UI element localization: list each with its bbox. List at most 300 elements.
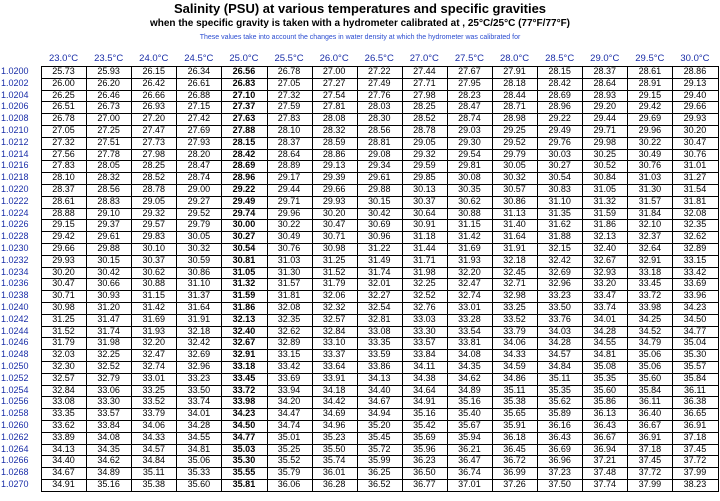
table-cell: 34.89 xyxy=(458,384,481,395)
table-cell: 35.11 xyxy=(503,384,526,395)
table-cell: 34.67 xyxy=(367,396,391,407)
table-cell: 25.73 xyxy=(52,66,75,76)
table-cell: 36.74 xyxy=(458,467,481,478)
table-cell: 31.15 xyxy=(142,290,166,301)
table-cell: 34.55 xyxy=(187,431,211,442)
table-cell: 32.96 xyxy=(548,278,571,289)
grid-line xyxy=(447,66,448,492)
table-cell: 34.40 xyxy=(367,384,391,395)
table-cell: 31.74 xyxy=(97,325,120,336)
table-cell: 28.96 xyxy=(548,101,571,112)
table-cell: 30.88 xyxy=(458,207,481,218)
column-header: 23.5°C xyxy=(94,53,124,64)
table-cell: 33.81 xyxy=(458,337,481,348)
table-cell: 35.06 xyxy=(187,455,211,466)
table-cell: 33.50 xyxy=(187,384,211,395)
column-header: 29.0°C xyxy=(590,53,620,64)
table-cell: 31.93 xyxy=(142,325,166,336)
table-cell: 32.52 xyxy=(413,290,436,301)
table-cell: 36.21 xyxy=(458,443,481,454)
table-cell: 27.88 xyxy=(232,125,256,135)
table-cell: 36.11 xyxy=(638,396,661,407)
table-cell: 30.91 xyxy=(413,219,436,230)
row-label-specific-gravity: 1.0204 xyxy=(1,89,29,100)
table-cell: 35.35 xyxy=(593,372,617,383)
table-cell: 27.51 xyxy=(97,136,120,147)
table-cell: 33.79 xyxy=(142,408,166,419)
table-cell: 32.81 xyxy=(367,313,391,324)
table-cell: 27.47 xyxy=(142,125,166,135)
table-cell: 34.35 xyxy=(458,361,481,371)
table-cell: 32.57 xyxy=(322,313,346,324)
table-cell: 34.25 xyxy=(638,313,662,324)
table-cell: 32.18 xyxy=(187,325,211,336)
table-cell: 34.57 xyxy=(548,349,571,360)
table-cell: 35.04 xyxy=(683,337,707,348)
table-cell: 36.47 xyxy=(458,455,481,466)
table-cell: 26.93 xyxy=(142,101,166,112)
table-cell: 27.59 xyxy=(277,101,301,112)
table-cell: 30.42 xyxy=(97,266,120,277)
table-cell: 31.71 xyxy=(413,254,436,265)
table-cell: 28.89 xyxy=(277,160,301,171)
table-cell: 36.16 xyxy=(548,420,571,430)
table-cell: 31.10 xyxy=(548,195,571,206)
table-cell: 30.62 xyxy=(458,195,481,206)
table-cell: 32.74 xyxy=(142,361,166,371)
table-cell: 31.52 xyxy=(322,266,346,277)
table-cell: 36.50 xyxy=(413,467,436,478)
table-cell: 27.22 xyxy=(367,66,391,76)
table-cell: 32.18 xyxy=(503,254,526,265)
table-cell: 32.89 xyxy=(683,243,707,253)
table-cell: 27.32 xyxy=(52,136,75,147)
row-label-specific-gravity: 1.0254 xyxy=(1,384,29,395)
table-cell: 30.37 xyxy=(142,254,166,265)
table-cell: 35.23 xyxy=(322,431,346,442)
table-cell: 32.45 xyxy=(503,266,526,277)
table-cell: 34.86 xyxy=(503,372,526,383)
table-cell: 30.10 xyxy=(142,243,166,253)
table-cell: 29.71 xyxy=(593,125,617,135)
table-cell: 34.62 xyxy=(97,455,120,466)
table-cell: 36.23 xyxy=(413,455,436,466)
table-cell: 32.91 xyxy=(232,349,256,360)
table-cell: 32.13 xyxy=(232,313,256,324)
table-cell: 30.84 xyxy=(593,172,617,183)
table-cell: 35.25 xyxy=(277,443,301,454)
table-cell: 31.40 xyxy=(503,219,526,230)
table-cell: 32.79 xyxy=(97,372,120,383)
table-cell: 36.11 xyxy=(684,384,706,395)
table-cell: 29.71 xyxy=(277,195,301,206)
table-cell: 30.27 xyxy=(548,160,571,171)
table-cell: 30.20 xyxy=(322,207,346,218)
column-header: 26.5°C xyxy=(364,53,394,64)
table-cell: 34.40 xyxy=(52,455,75,466)
grid-line xyxy=(672,66,673,492)
table-cell: 30.76 xyxy=(638,160,662,171)
table-cell: 36.67 xyxy=(638,420,662,430)
table-cell: 35.94 xyxy=(458,431,481,442)
table-cell: 30.52 xyxy=(593,160,617,171)
table-cell: 34.84 xyxy=(142,455,166,466)
table-cell: 33.52 xyxy=(142,396,166,407)
table-cell: 36.72 xyxy=(503,455,526,466)
table-cell: 33.76 xyxy=(548,313,571,324)
table-cell: 31.25 xyxy=(52,313,75,324)
table-cell: 28.32 xyxy=(322,125,346,135)
table-cell: 32.08 xyxy=(277,302,301,312)
table-cell: 35.30 xyxy=(683,349,707,360)
row-label-specific-gravity: 1.0260 xyxy=(1,420,29,430)
table-cell: 33.35 xyxy=(52,408,75,419)
table-cell: 34.84 xyxy=(548,361,571,371)
table-cell: 26.46 xyxy=(97,89,120,100)
table-cell: 31.15 xyxy=(458,219,481,230)
table-cell: 28.52 xyxy=(142,172,166,183)
table-cell: 31.54 xyxy=(683,184,707,194)
table-cell: 28.05 xyxy=(97,160,120,171)
table-cell: 30.47 xyxy=(52,278,75,289)
table-cell: 35.45 xyxy=(367,431,391,442)
table-cell: 30.69 xyxy=(367,219,391,230)
table-cell: 28.52 xyxy=(413,113,436,124)
table-cell: 30.03 xyxy=(548,148,571,159)
table-cell: 31.44 xyxy=(413,243,436,253)
table-cell: 30.08 xyxy=(458,172,481,183)
table-cell: 32.62 xyxy=(683,231,707,242)
table-cell: 29.15 xyxy=(52,219,75,230)
table-cell: 33.57 xyxy=(413,337,436,348)
table-cell: 31.59 xyxy=(593,207,617,218)
row-label-specific-gravity: 1.0238 xyxy=(1,290,29,301)
table-cell: 28.03 xyxy=(367,101,391,112)
table-cell: 28.30 xyxy=(367,113,391,124)
table-cell: 32.52 xyxy=(97,361,120,371)
table-cell: 30.59 xyxy=(187,254,211,265)
table-cell: 26.78 xyxy=(277,66,301,76)
table-cell: 32.15 xyxy=(548,243,571,253)
table-cell: 31.30 xyxy=(277,266,301,277)
grid-line xyxy=(267,66,268,492)
table-cell: 34.28 xyxy=(187,420,211,430)
table-cell: 30.54 xyxy=(548,172,571,183)
table-cell: 30.22 xyxy=(277,219,301,230)
row-label-specific-gravity: 1.0256 xyxy=(1,396,29,407)
table-cell: 28.32 xyxy=(97,172,120,183)
table-cell: 33.20 xyxy=(593,278,617,289)
table-cell: 30.00 xyxy=(232,219,256,230)
column-header: 25.0°C xyxy=(229,53,259,64)
table-cell: 33.74 xyxy=(593,302,617,312)
table-cell: 29.76 xyxy=(548,136,571,147)
table-cell: 26.83 xyxy=(232,77,256,88)
table-cell: 29.69 xyxy=(638,113,662,124)
table-cell: 33.84 xyxy=(413,349,436,360)
table-cell: 28.10 xyxy=(52,172,75,183)
table-cell: 32.13 xyxy=(593,231,617,242)
table-cell: 31.98 xyxy=(97,337,120,348)
table-cell: 33.18 xyxy=(638,266,662,277)
table-cell: 34.23 xyxy=(683,302,707,312)
row-label-specific-gravity: 1.0220 xyxy=(1,184,29,194)
column-header: 28.5°C xyxy=(545,53,575,64)
table-cell: 33.62 xyxy=(52,420,75,430)
table-cell: 26.88 xyxy=(187,89,211,100)
table-cell: 35.72 xyxy=(367,443,391,454)
table-cell: 31.93 xyxy=(458,254,481,265)
table-cell: 29.05 xyxy=(413,136,436,147)
table-cell: 30.88 xyxy=(142,278,166,289)
table-cell: 30.27 xyxy=(232,231,256,242)
row-label-specific-gravity: 1.0212 xyxy=(1,136,29,147)
table-cell: 29.66 xyxy=(52,243,75,253)
table-cell: 32.35 xyxy=(277,313,301,324)
table-cell: 31.98 xyxy=(413,266,436,277)
table-cell: 35.67 xyxy=(458,420,481,430)
table-cell: 30.35 xyxy=(458,184,481,194)
table-cell: 33.42 xyxy=(277,361,301,371)
table-cell: 35.65 xyxy=(503,408,526,419)
table-cell: 31.18 xyxy=(413,231,436,242)
table-cell: 32.91 xyxy=(638,254,662,265)
row-label-specific-gravity: 1.0258 xyxy=(1,408,29,419)
grid-line xyxy=(582,66,583,492)
table-cell: 34.96 xyxy=(322,420,346,430)
table-cell: 32.64 xyxy=(638,243,662,253)
table-cell: 35.89 xyxy=(548,408,571,419)
table-cell: 31.37 xyxy=(187,290,211,301)
table-cell: 27.63 xyxy=(232,113,256,124)
table-cell: 33.64 xyxy=(322,361,346,371)
table-cell: 27.20 xyxy=(142,113,166,124)
table-cell: 32.37 xyxy=(638,231,662,242)
table-cell: 27.05 xyxy=(52,125,75,135)
table-cell: 34.50 xyxy=(683,313,707,324)
table-cell: 36.45 xyxy=(503,443,526,454)
table-cell: 28.86 xyxy=(683,66,707,76)
table-cell: 35.60 xyxy=(187,479,211,489)
table-cell: 27.42 xyxy=(187,113,211,124)
table-cell: 34.74 xyxy=(277,420,301,430)
table-cell: 30.71 xyxy=(322,231,346,242)
table-cell: 34.01 xyxy=(187,408,211,419)
table-cell: 28.15 xyxy=(548,66,571,76)
table-cell: 30.32 xyxy=(503,172,526,183)
table-cell: 28.98 xyxy=(503,113,526,124)
table-cell: 34.94 xyxy=(367,408,391,419)
grid-line xyxy=(176,66,177,492)
table-cell: 37.26 xyxy=(503,479,526,489)
table-cell: 27.49 xyxy=(367,77,391,88)
table-cell: 27.10 xyxy=(232,89,256,100)
row-label-specific-gravity: 1.0206 xyxy=(1,101,29,112)
table-cell: 28.83 xyxy=(97,195,120,206)
table-cell: 31.62 xyxy=(548,219,571,230)
table-cell: 31.05 xyxy=(593,184,617,194)
table-cell: 31.59 xyxy=(232,290,256,301)
table-cell: 28.10 xyxy=(277,125,301,135)
table-cell: 29.03 xyxy=(458,125,481,135)
table-cell: 37.45 xyxy=(683,443,707,454)
table-cell: 37.18 xyxy=(683,431,707,442)
table-cell: 33.79 xyxy=(503,325,526,336)
table-cell: 34.33 xyxy=(503,349,526,360)
table-cell: 33.98 xyxy=(232,396,256,407)
table-cell: 36.01 xyxy=(322,467,346,478)
table-cell: 31.88 xyxy=(548,231,571,242)
table-cell: 29.79 xyxy=(503,148,526,159)
table-cell: 31.03 xyxy=(638,172,662,183)
table-cell: 32.74 xyxy=(458,290,481,301)
table-cell: 34.79 xyxy=(638,337,662,348)
table-cell: 33.69 xyxy=(277,372,301,383)
table-cell: 33.45 xyxy=(638,278,662,289)
table-cell: 35.40 xyxy=(458,408,481,419)
table-cell: 29.66 xyxy=(322,184,346,194)
table-cell: 26.78 xyxy=(52,113,75,124)
table-cell: 34.57 xyxy=(142,443,166,454)
table-cell: 29.10 xyxy=(97,207,120,218)
table-cell: 33.10 xyxy=(322,337,346,348)
table-cell: 32.25 xyxy=(97,349,120,360)
row-label-specific-gravity: 1.0232 xyxy=(1,254,29,265)
table-cell: 32.30 xyxy=(52,361,75,371)
table-cell: 36.52 xyxy=(367,479,391,489)
grid-line xyxy=(131,66,132,492)
table-cell: 29.93 xyxy=(52,254,75,265)
table-cell: 31.25 xyxy=(322,254,346,265)
table-cell: 30.96 xyxy=(367,231,391,242)
table-cell: 37.74 xyxy=(593,479,617,489)
table-cell: 28.08 xyxy=(322,113,346,124)
table-cell: 28.37 xyxy=(277,136,301,147)
table-cell: 30.98 xyxy=(322,243,346,253)
table-cell: 30.64 xyxy=(413,207,436,218)
table-cell: 31.52 xyxy=(52,325,75,336)
row-label-specific-gravity: 1.0208 xyxy=(1,113,29,124)
table-cell: 29.44 xyxy=(593,113,617,124)
table-cell: 28.23 xyxy=(458,89,481,100)
table-cell: 34.01 xyxy=(593,313,617,324)
column-header: 27.0°C xyxy=(409,53,439,64)
table-cell: 29.25 xyxy=(503,125,526,135)
table-cell: 28.86 xyxy=(322,148,346,159)
table-cell: 32.42 xyxy=(187,337,211,348)
table-cell: 34.67 xyxy=(52,467,75,478)
table-cell: 34.18 xyxy=(322,384,346,395)
table-cell: 32.08 xyxy=(683,207,707,218)
table-cell: 33.01 xyxy=(142,372,166,383)
table-cell: 34.81 xyxy=(187,443,211,454)
table-cell: 28.78 xyxy=(142,184,166,194)
table-cell: 30.54 xyxy=(232,243,256,253)
table-cell: 31.03 xyxy=(277,254,301,265)
table-cell: 32.69 xyxy=(187,349,211,360)
table-cell: 36.94 xyxy=(593,443,617,454)
row-label-specific-gravity: 1.0226 xyxy=(1,219,29,230)
table-cell: 27.76 xyxy=(367,89,391,100)
table-cell: 28.69 xyxy=(232,160,256,171)
table-cell: 34.47 xyxy=(277,408,301,419)
table-cell: 30.22 xyxy=(638,136,662,147)
table-cell: 30.86 xyxy=(187,266,211,277)
table-cell: 32.20 xyxy=(142,337,166,348)
table-cell: 30.49 xyxy=(638,148,662,159)
grid-line xyxy=(492,66,493,492)
table-cell: 29.42 xyxy=(638,101,662,112)
table-cell: 34.03 xyxy=(548,325,571,336)
table-cell: 31.74 xyxy=(367,266,391,277)
table-cell: 33.15 xyxy=(683,254,707,265)
table-cell: 27.32 xyxy=(277,89,301,100)
table-cell: 30.83 xyxy=(548,184,571,194)
grid-line xyxy=(537,66,538,492)
table-cell: 33.01 xyxy=(458,302,481,312)
table-cell: 30.25 xyxy=(593,148,617,159)
table-cell: 34.28 xyxy=(593,325,617,336)
table-cell: 31.84 xyxy=(638,207,662,218)
table-cell: 28.42 xyxy=(548,77,571,88)
table-cell: 33.94 xyxy=(277,384,301,395)
table-cell: 31.13 xyxy=(503,207,526,218)
table-cell: 32.40 xyxy=(232,325,256,336)
table-cell: 32.32 xyxy=(322,302,346,312)
table-cell: 29.08 xyxy=(367,148,391,159)
table-cell: 29.05 xyxy=(142,195,166,206)
table-cell: 27.05 xyxy=(277,77,301,88)
table-cell: 26.20 xyxy=(97,77,120,88)
table-cell: 28.25 xyxy=(413,101,436,112)
table-cell: 33.91 xyxy=(322,372,346,383)
table-cell: 32.47 xyxy=(142,349,166,360)
table-cell: 35.84 xyxy=(638,384,662,395)
page-title: Salinity (PSU) at various temperatures and specific gravities xyxy=(173,1,547,16)
table-cell: 27.00 xyxy=(322,66,346,76)
table-cell: 27.95 xyxy=(458,77,481,88)
table-cell: 35.11 xyxy=(548,372,571,383)
table-cell: 30.49 xyxy=(277,231,301,242)
table-cell: 35.20 xyxy=(367,420,391,430)
table-cell: 35.91 xyxy=(503,420,526,430)
table-cell: 27.98 xyxy=(142,148,166,159)
table-cell: 29.34 xyxy=(367,160,391,171)
table-cell: 28.64 xyxy=(593,77,617,88)
table-cell: 29.13 xyxy=(322,160,346,171)
table-cell: 33.89 xyxy=(52,431,75,442)
table-cell: 28.59 xyxy=(322,136,346,147)
table-cell: 34.28 xyxy=(548,337,571,348)
row-label-specific-gravity: 1.0268 xyxy=(1,467,29,478)
row-label-specific-gravity: 1.0248 xyxy=(1,349,29,360)
table-cell: 35.38 xyxy=(142,479,166,489)
row-label-specific-gravity: 1.0218 xyxy=(1,172,29,183)
row-label-specific-gravity: 1.0200 xyxy=(1,66,29,76)
column-header: 30.0°C xyxy=(680,53,710,64)
table-cell: 36.18 xyxy=(503,431,526,442)
table-cell: 36.40 xyxy=(638,408,662,419)
table-cell: 28.47 xyxy=(458,101,481,112)
table-cell: 33.06 xyxy=(97,384,120,395)
row-label-specific-gravity: 1.0240 xyxy=(1,302,29,312)
table-cell: 30.13 xyxy=(413,184,436,194)
grid-line xyxy=(221,66,222,492)
table-cell: 32.67 xyxy=(232,337,256,348)
table-cell: 34.35 xyxy=(97,443,120,454)
table-cell: 27.00 xyxy=(97,113,120,124)
table-cell: 29.98 xyxy=(593,136,617,147)
